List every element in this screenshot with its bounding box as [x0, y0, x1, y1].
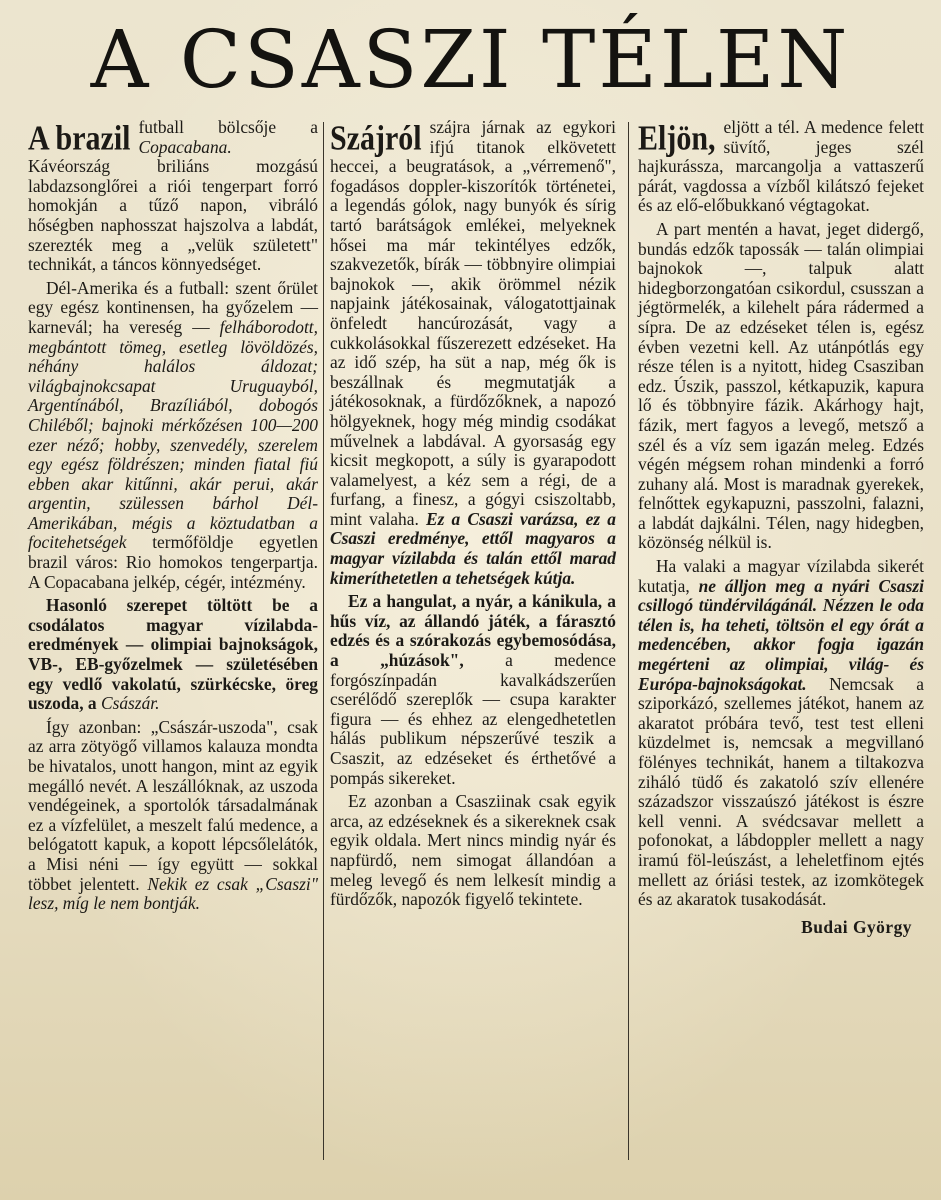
lead-words: A brazil: [28, 119, 131, 158]
paragraph: [638, 118, 924, 216]
text-run-bold: Ez a hangulat, a nyár, a kánikula, a hűs víz, az állandó játék, a fárasztó edzés és a szórakozás egybemosódása, a „húzások",: [330, 591, 616, 671]
text-run-italic: Copacabana.: [138, 136, 232, 157]
paragraph: [28, 279, 318, 593]
text-run: futball bölcsője a: [138, 117, 318, 137]
text-run: Kávéország briliáns mozgású labdazsonglőrei a riói tengerpart forró homokján a tűző napon, vibráló hőségben naphosszat hajszolva a labdát, szerezték meg a „velük született" technikát, a táncos könnyedséget.: [28, 156, 318, 275]
text-run: A part mentén a havat, jeget didergő, bundás edzők tapossák — talán olimpiai bajnokok —, talpuk alatt hidegborzongatóan csikordul, csusszan a jégtörmelék, a kilehelt pára rádermed a sípra. De az edzéseket télen is, egész évben vezetni kell. Az utánpótlás egy része télen is a nyitott, hideg Csasziban edz. Úszik, passzol, kétkapuzik, kapura lő és többnyire fázik. Akárhogy hajt, fázik, mert fagyos a levegő, metsző a szél és a víz sem igazán meleg. Edzés végén mégsem rohan mindenki a forró zuhany alá. Most is maradnak gyerekek, felnőttek egykapuzni, passzolni, falazni, a labdát dajkálni. Télen, nagy hidegben, közönség nélkül is.: [638, 218, 924, 553]
column-divider: [628, 122, 629, 1160]
text-run: Ha valaki a magyar vízilabda sikerét kutatja,: [638, 556, 924, 596]
text-run: termőföldje egyetlen brazil város: Rio homokos tengerpartja. A Copacabana jelkép, cégér, intézmény.: [28, 532, 318, 592]
headline: A CSASZI TÉLEN: [90, 13, 851, 106]
text-run: Így azonban: „Császár-uszoda", csak az arra zötyögő villamos kalauza mondta be hivatalos, unott hangon, mint az egyik megálló nevét. A leszállóknak, az uszoda vendégeinek, a sportolók társadalmának ez a vízfelület, a meszelt falú medence, a belógatott kapuk, a kopott lépcsőlelátók, a Misi néni — így együtt — sokkal többet jelentett.: [28, 716, 318, 894]
text-run-italic: Császár.: [100, 693, 160, 714]
text-run-bold-italic: ne álljon meg a nyári Csaszi csillogó tündérvilágánál. Nézzen le oda télen is, ha teheti, töltsön el egy órát a medencében, akkor fogja igazán megérteni az olimpiai, világ- és Európa-bajnokságokat.: [638, 575, 924, 694]
author-byline: Budai György: [801, 916, 912, 937]
text-run-bold: Hasonló szerepet töltött be a csodálatos magyar vízilabda-eredmények — olimpiai bajnokságok, VB-, EB-győzelmek — születésében egy vedlő vakolatú, szürkécske, öreg uszoda, a: [28, 595, 318, 714]
paragraph: [330, 592, 616, 788]
text-run: Ez azonban a Csasziinak csak egyik arca, az edzéseknek és a sikereknek csak egyik oldala. Mert nincs mindig nyár és napfürdő, nem simogat állandóan a meleg levegő és nem lelkesít mindig a fürdőzők, napozók figyelő tekintete.: [330, 791, 616, 910]
paragraph: [330, 792, 616, 910]
text-run-bold-italic: Ez a Csaszi varázsa, ez a Csaszi eredménye, ettől magyaros a magyar vízilabda és talán ettől marad kimeríthetetlen a tehetségek kútja.: [330, 508, 616, 588]
column-3: [638, 118, 924, 1192]
text-run-italic: Nekik ez csak „Csaszi" lesz, míg le nem bontják.: [28, 873, 318, 914]
text-run: Nemcsak a sziporkázó, szellemes játékot, hanem az akaratot próbára tevő, test test elleni küzdelmet is, nemcsak a megvillanó fölényes technikát, hanem a tiltakozva ziháló tüdő és zakatoló szív ellenére századszor visszaúszó játékost is észre kell venni. A svédcsavar mellett a pofonokat, a lábdoppler mellett a nagy iramú föl-leúszást, a leheletfinom ejtés mellett az óriási testek, az izomkötegek és az akaratok tusakodását.: [638, 673, 924, 910]
text-run: Dél-Amerika és a futball: szent őrület egy egész kontinensen, ha győzelem — karnevál; ha vereség —: [28, 277, 318, 337]
column-1: [28, 118, 318, 1192]
paragraph: [330, 118, 616, 588]
text-run: eljött a tél. A medence felett süvítő, jeges szél hajkurássza, marcangolja a vattaszerű párát, vagdossa a vízből kilátszó fejeket és az elő-előbukkanó végtagokat.: [638, 117, 924, 216]
paragraph: [28, 718, 318, 914]
text-run: a medence forgószínpadán kavalkádszerűen cserélődő szereplők — csupa karakter figura — és ehhez az elengedhetetlen hálás publikum népszerűvé teszik a Csaszit, az edzéseket és érthetővé a pompás sikereket.: [330, 650, 616, 788]
paragraph: [28, 596, 318, 714]
paragraph: [28, 118, 318, 275]
lead-words: Szájról: [330, 119, 422, 158]
paragraph: [638, 220, 924, 553]
paragraph: [638, 557, 924, 910]
text-run-italic: felháborodott, megbántott tömeg, esetleg lövöldözés, néhány halálos áldozat; világbajnokcsapat Uruguayból, Argentínából, Brazíliából, dobogós Chiléből; bajnoki mérkőzésen 100—200 ezer néző; hobby, szenvedély, szerelem egy egész földrészen; minden fiatal fiú ebben akar kitűnni, akár perui, akár argentin, szülessen bárhol Dél-Amerikában, mégis a köztudatban a focitehetségek: [28, 316, 318, 553]
text-run: szájra járnak az egykori ifjú titanok elkövetett heccei, a beugratások, a „vérremenő", fogadásos doppler-kiszorítók történetei, a legendás gólok, nagy bunyók és sírig tartó barátságok emlékei, melyeknek hősei ma már tekintélyes edzők, szakvezetők, bírák — többnyire olimpiai bajnokok —, akik örömmel nézik napjaink játékosainak, válogatottjainak önfeledt hancúrozását, vagy a cukkolásokkal fűszerezett edzéseket. Ha az idő szép, ha süt a nap, még ők is beszállnak és megmutatják a játékosoknak, a fürdőzőknek, a napozó hölgyeknek, hogy még mindig csodákat művelnek a labdával. A gyorsaság egy kicsit megkopott, a súly is gyarapodott valamelyest, a kéz sem a régi, de a furfang, a finesz, a gógyi csiszoltabb, mint valaha.: [330, 117, 616, 529]
lead-words: Eljön,: [638, 119, 716, 158]
column-2: [330, 118, 616, 1192]
column-divider: [323, 122, 324, 1160]
